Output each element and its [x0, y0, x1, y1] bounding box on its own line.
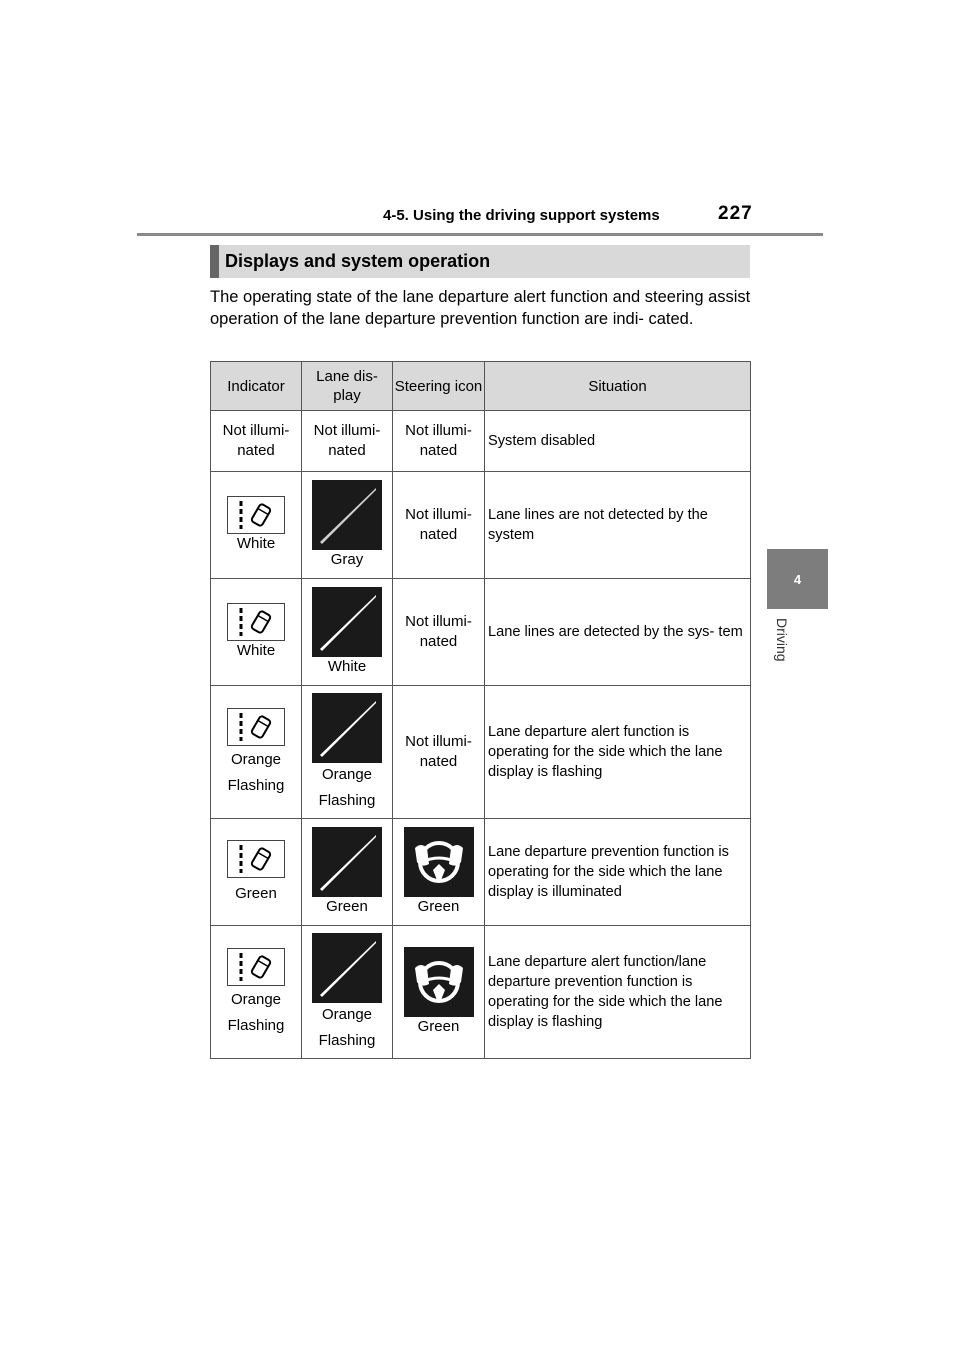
table-row: [211, 411, 751, 472]
lane-cell: [302, 411, 393, 472]
lane-cell: [302, 472, 393, 579]
status-table: [210, 361, 751, 1059]
chapter-tab: 4: [767, 549, 828, 609]
situation-cell: [485, 819, 751, 926]
table-row: [211, 819, 751, 926]
steer-cell: [393, 926, 485, 1059]
situation-text: Lane departure prevention function is operating for the side which the lane display is illuminated: [488, 844, 729, 900]
situation-text: Lane lines are detected by the sys- tem: [488, 624, 743, 640]
situation-cell: [485, 411, 751, 472]
indicator-cell: [211, 926, 302, 1059]
steer-text: Not illumi- nated: [405, 613, 472, 650]
situation-text: Lane lines are not detected by the system: [488, 507, 708, 543]
steer-cell: [393, 819, 485, 926]
indicator-color-label: White: [236, 642, 276, 659]
chapter-label: Driving: [774, 618, 790, 662]
steer-cell: [393, 472, 485, 579]
lane-departure-indicator-icon: [227, 603, 285, 641]
lane-color-label: Green: [326, 898, 368, 915]
steer-text: Not illumi- nated: [405, 422, 472, 459]
lane-departure-indicator-icon: [227, 496, 285, 534]
indicator-cell: [211, 686, 302, 819]
table-row: [211, 472, 751, 579]
steering-hands-icon: [404, 947, 474, 1017]
lane-line-display-icon: [312, 480, 382, 550]
indicator-cell: [211, 579, 302, 686]
indicator-color-label: Orange: [230, 751, 282, 768]
header-lane-display: Lane dis- play: [302, 362, 393, 411]
situation-cell: [485, 926, 751, 1059]
table-row: [211, 686, 751, 819]
lane-departure-indicator-icon: [227, 708, 285, 746]
lane-line-display-icon: [312, 827, 382, 897]
table-row: [211, 926, 751, 1059]
header-indicator: Indicator: [211, 362, 302, 411]
indicator-cell: [211, 411, 302, 472]
indicator-text: Not illumi- nated: [222, 422, 290, 459]
page-number: 227: [718, 203, 753, 224]
lane-line-display-icon: [312, 933, 382, 1003]
intro-paragraph: The operating state of the lane departure alert function and steering assist operation of the lane departure prevention function are indi- cated.: [210, 288, 751, 328]
indicator-cell: [211, 819, 302, 926]
steer-cell: [393, 579, 485, 686]
lane-cell: [302, 819, 393, 926]
indicator-state-label: Flashing: [227, 1017, 285, 1034]
steer-color-label: Green: [417, 898, 460, 915]
lane-departure-indicator-icon: [227, 948, 285, 986]
section-title: Displays and system operation: [225, 251, 491, 271]
lane-color-label: Gray: [330, 551, 364, 568]
lane-color-label: White: [327, 658, 367, 675]
indicator-color-label: Orange: [230, 991, 282, 1008]
situation-cell: [485, 472, 751, 579]
indicator-cell: [211, 472, 302, 579]
steering-hands-icon: [404, 827, 474, 897]
indicator-color-label: White: [236, 535, 276, 552]
lane-cell: [302, 579, 393, 686]
steer-text: Not illumi- nated: [405, 733, 472, 770]
header-steering-icon: Steering icon: [393, 362, 485, 411]
header-title: 4-5. Using the driving support systems: [383, 207, 660, 224]
lane-departure-indicator-icon: [227, 840, 285, 878]
lane-text: Not illumi- nated: [313, 422, 381, 459]
lane-line-display-icon: [312, 693, 382, 763]
lane-state-label: Flashing: [318, 1032, 376, 1049]
table-header-row: [211, 362, 751, 411]
lane-line-display-icon: [312, 587, 382, 657]
lane-cell: [302, 926, 393, 1059]
lane-color-label: Orange: [321, 1006, 373, 1023]
situation-text: Lane departure alert function is operating for the side which the lane display is flashing: [488, 724, 723, 780]
steer-text: Not illumi- nated: [405, 506, 472, 543]
header-rule: [137, 233, 823, 236]
situation-text: Lane departure alert function/lane departure prevention function is operating for the side which the lane display is flashing: [488, 954, 723, 1030]
steer-color-label: Green: [417, 1018, 460, 1035]
lane-color-label: Orange: [321, 766, 373, 783]
situation-cell: [485, 686, 751, 819]
steer-cell: [393, 686, 485, 819]
header-situation: Situation: [485, 362, 751, 411]
situation-text: System disabled: [488, 433, 596, 449]
situation-cell: [485, 579, 751, 686]
table-row: [211, 579, 751, 686]
indicator-state-label: Flashing: [227, 777, 285, 794]
steer-cell: [393, 411, 485, 472]
lane-state-label: Flashing: [318, 792, 376, 809]
indicator-color-label: Green: [235, 885, 277, 902]
section-heading: [210, 245, 750, 278]
lane-cell: [302, 686, 393, 819]
